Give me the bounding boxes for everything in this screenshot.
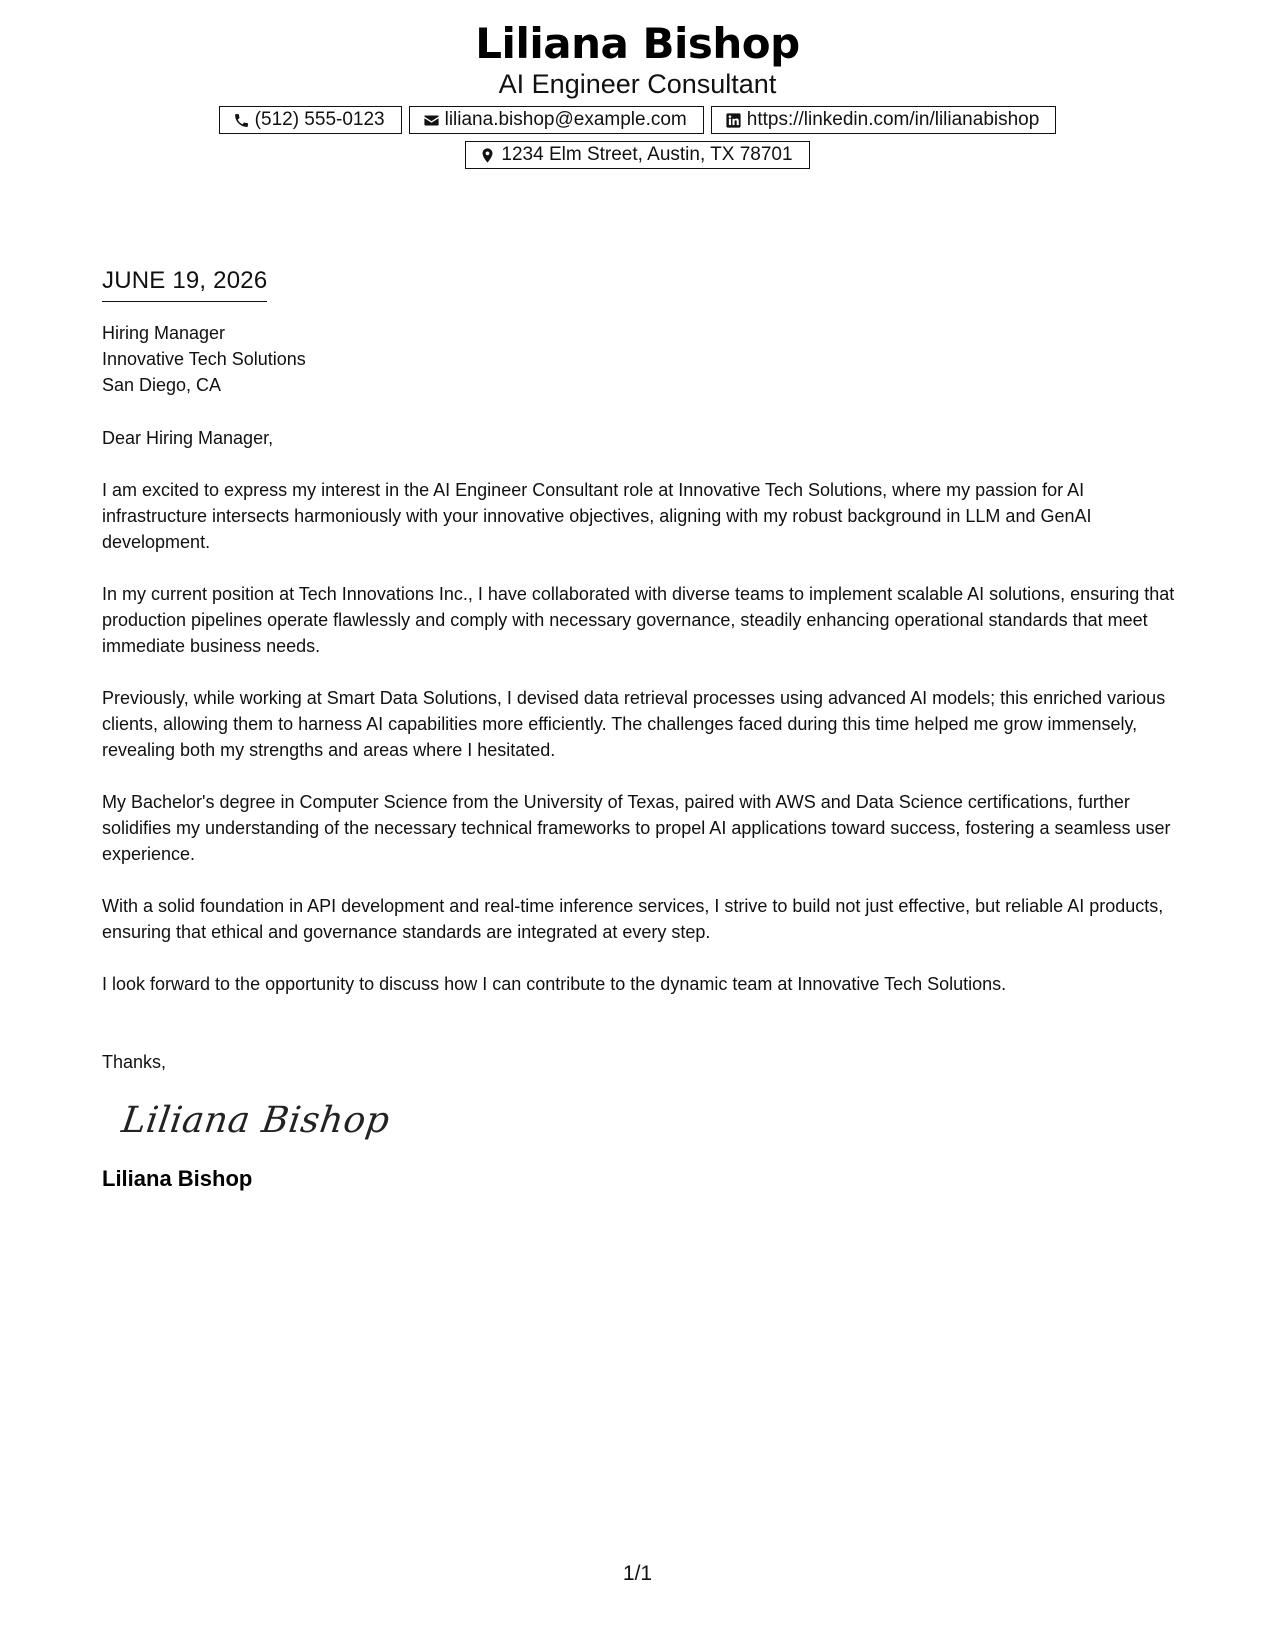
recipient-block	[102, 320, 1177, 398]
applicant-title: AI Engineer Consultant	[498, 69, 777, 99]
body-paragraph: I look forward to the opportunity to discuss how I can contribute to the dynamic team at Innovative Tech Solutions.	[102, 974, 1007, 994]
closing: Thanks,	[102, 1052, 167, 1072]
signer-name: Liliana Bishop	[102, 1166, 253, 1191]
phone-contact[interactable]	[219, 106, 402, 134]
salutation: Dear Hiring Manager,	[102, 428, 274, 448]
letter-body	[102, 265, 1177, 1193]
applicant-name: Liliana Bishop	[475, 19, 800, 68]
phone-text: (512) 555-0123	[254, 109, 385, 130]
linkedin-text: https://linkedin.com/in/lilianabishop	[746, 109, 1040, 130]
body-paragraph: In my current position at Tech Innovations Inc., I have collaborated with diverse teams to implement scalable AI solutions, ensuring that production pipelines operate flawlessly and comply with necessary governance, steadily enhancing operational standards that meet immediate business needs.	[102, 584, 1175, 656]
envelope-icon	[423, 112, 440, 129]
address-text: 1234 Elm Street, Austin, TX 78701	[501, 144, 793, 165]
letter-header	[0, 18, 1275, 169]
body-paragraph: Previously, while working at Smart Data Solutions, I devised data retrieval processes using advanced AI models; this enriched various clients, allowing them to harness AI capabilities more efficiently. The challenges faced during this time helped me grow immensely, revealing both my strengths and areas where I hesitated.	[102, 688, 1166, 760]
recipient-line: Hiring Manager	[102, 323, 226, 343]
body-paragraph: My Bachelor's degree in Computer Science from the University of Texas, paired with AWS and Data Science certifications, further solidifies my understanding of the necessary technical frameworks to propel AI applications toward success, fostering a seamless user experience.	[102, 792, 1171, 864]
linkedin-icon	[725, 112, 742, 129]
address-contact	[465, 141, 809, 169]
contact-row-primary	[0, 106, 1275, 134]
body-paragraph: I am excited to express my interest in the AI Engineer Consultant role at Innovative Tech Solutions, where my passion for AI infrastructure intersects harmoniously with your innovative objectives, aligning with my robust background in LLM and GenAI development.	[102, 480, 1092, 552]
email-contact[interactable]	[409, 106, 704, 134]
page-number: 1/1	[622, 1562, 653, 1585]
recipient-line: San Diego, CA	[102, 375, 222, 395]
body-paragraph: With a solid foundation in API development and real-time inference services, I strive to build not just effective, but reliable AI products, ensuring that ethical and governance standards are integrated at every step.	[102, 896, 1164, 942]
linkedin-contact[interactable]	[711, 106, 1057, 134]
contact-row-secondary	[0, 141, 1275, 169]
letter-date: JUNE 19, 2026	[102, 265, 267, 302]
signature: Liliana Bishop	[119, 1100, 393, 1141]
map-marker-icon	[479, 147, 496, 164]
recipient-line: Innovative Tech Solutions	[102, 349, 306, 369]
email-text: liliana.bishop@example.com	[444, 109, 687, 130]
phone-icon	[233, 112, 250, 129]
